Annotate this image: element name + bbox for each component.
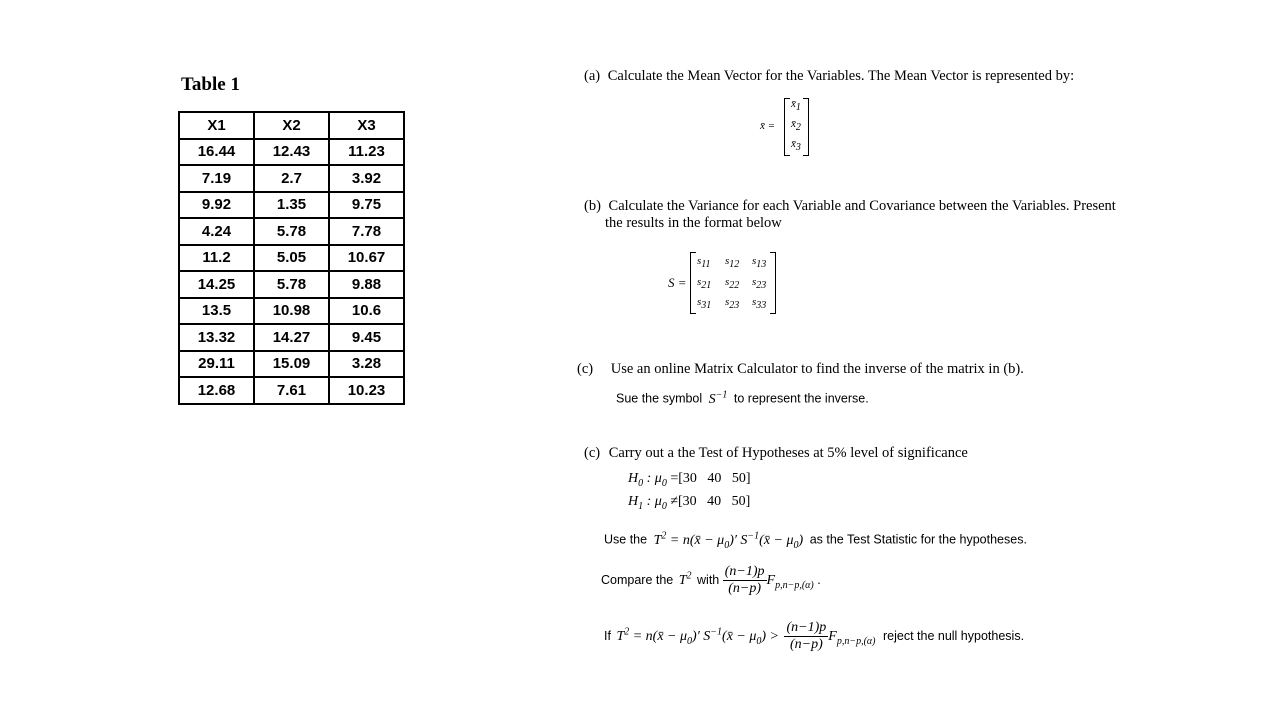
table-row [179,324,404,351]
table-body [179,139,404,404]
table-title: Table 1 [181,74,240,95]
table-row [179,351,404,378]
question-a [584,68,1074,85]
table-cell: 10.98 [254,298,329,325]
question-c1-symbol-line [616,389,869,408]
table-cell: 2.7 [254,165,329,192]
table-cell: 4.24 [179,218,254,245]
table-cell: 7.19 [179,165,254,192]
null-hypothesis: $H_0$ : $\mu_0 =[30$ 40 50] [628,471,751,489]
question-c1-text: Use an online Matrix Calculator to find the inverse of the matrix in (b). [610,361,1024,377]
question-a-label: (a) [584,68,601,84]
table-cell: 10.67 [329,245,404,272]
table-cell: 7.78 [329,218,404,245]
mean-vector-formula: x̄ = $x̄_1$ $x̄_2$ $x̄_3$ [760,96,820,158]
if-prefix: If [604,628,611,643]
question-c1 [577,361,1024,378]
use-suffix: as the Test Statistic for the hypotheses. [809,532,1027,547]
question-c2-label: (c) [584,445,601,461]
header-x2: X2 [254,112,329,139]
table-row [179,245,404,272]
decision-fraction: $\frac{(n-1)p}{(n-p)}$ [786,620,827,652]
table-cell: 3.28 [329,351,404,378]
table-cell: 5.78 [254,271,329,298]
table-cell: 9.92 [179,192,254,219]
compare-line: Compare the $T^2$ with $\frac{(n-1)p}{(n-p)}$ $F_{p,n-p,(\alpha)}$ . [601,564,821,596]
table-cell: 5.05 [254,245,329,272]
if-suffix: reject the null hypothesis. [882,628,1025,643]
table-cell: 9.75 [329,192,404,219]
table-cell: 29.11 [179,351,254,378]
table-cell: 10.6 [329,298,404,325]
table-cell: 12.68 [179,377,254,404]
table-row [179,139,404,166]
question-c1-label: (c) [577,361,594,377]
covariance-matrix-formula: S = $s_{11}$ $s_{12}$ $s_{13}$ $s_{21}$ $s_{22}$ $s_{23}$ $s_{31}$ $s_{23}$ $s_{33}$ [668,250,780,316]
question-b-label: (b) [584,198,601,214]
compare-prefix: Compare the [601,572,674,587]
question-c2-text: Carry out a the Test of Hypotheses at 5% level of significance [608,445,968,461]
table-cell: 14.27 [254,324,329,351]
t-squared-formula: $T^2$ = n(x̄ − $\mu_0)'$ $S^{-1}(x̄ - \mu_0)$ [653,530,804,551]
use-prefix: Use the [604,532,648,547]
table-cell: 7.61 [254,377,329,404]
table-cell: 11.23 [329,139,404,166]
table-cell: 13.5 [179,298,254,325]
table-cell: 9.45 [329,324,404,351]
h1-vector: [30 40 50] [678,494,751,509]
table-row [179,218,404,245]
table-cell: 16.44 [179,139,254,166]
table-header-row [179,112,404,139]
question-b-text-line1: Calculate the Variance for each Variable and Covariance between the Variables. Present [608,198,1116,214]
table-cell: 3.92 [329,165,404,192]
table-row [179,192,404,219]
question-b [584,198,1116,215]
table-row [179,298,404,325]
s-inverse-symbol: $S^{-1}$ [708,389,728,407]
header-x1: X1 [179,112,254,139]
compare-mid: with [697,572,720,587]
table-cell: 9.88 [329,271,404,298]
table-cell: 10.23 [329,377,404,404]
table-cell: 14.25 [179,271,254,298]
test-statistic-line [604,530,1027,550]
question-b-text-line2: the results in the format below [605,215,782,231]
header-x3: X3 [329,112,404,139]
symbol-suffix: to represent the inverse. [733,391,869,406]
table-cell: 15.09 [254,351,329,378]
table-cell: 13.32 [179,324,254,351]
table-row [179,165,404,192]
table-cell: 11.2 [179,245,254,272]
table-cell: 5.78 [254,218,329,245]
h0-vector: [30 40 50] [678,471,751,486]
table-row [179,271,404,298]
table-cell: 1.35 [254,192,329,219]
table-cell: 12.43 [254,139,329,166]
question-c2 [584,445,968,462]
decision-rule-line: If $T^2$ = n(x̄ − $\mu_0)'$ $S^{-1}(x̄ - \mu_0)$ > $\frac{(n-1)p}{(n-p)}$ $F_{p,n-p,(\alpha)}$ reject the null hypothesis. [604,620,1025,652]
critical-value-fraction: $\frac{(n-1)p}{(n-p)}$ [724,564,765,596]
alternative-hypothesis: $H_1$ : $\mu_0 \ne[30$ 40 50] [628,494,751,512]
question-a-text: Calculate the Mean Vector for the Variables. The Mean Vector is represented by: [607,68,1075,84]
table-row [179,377,404,404]
data-table [178,111,405,405]
symbol-prefix: Sue the symbol [616,391,703,406]
